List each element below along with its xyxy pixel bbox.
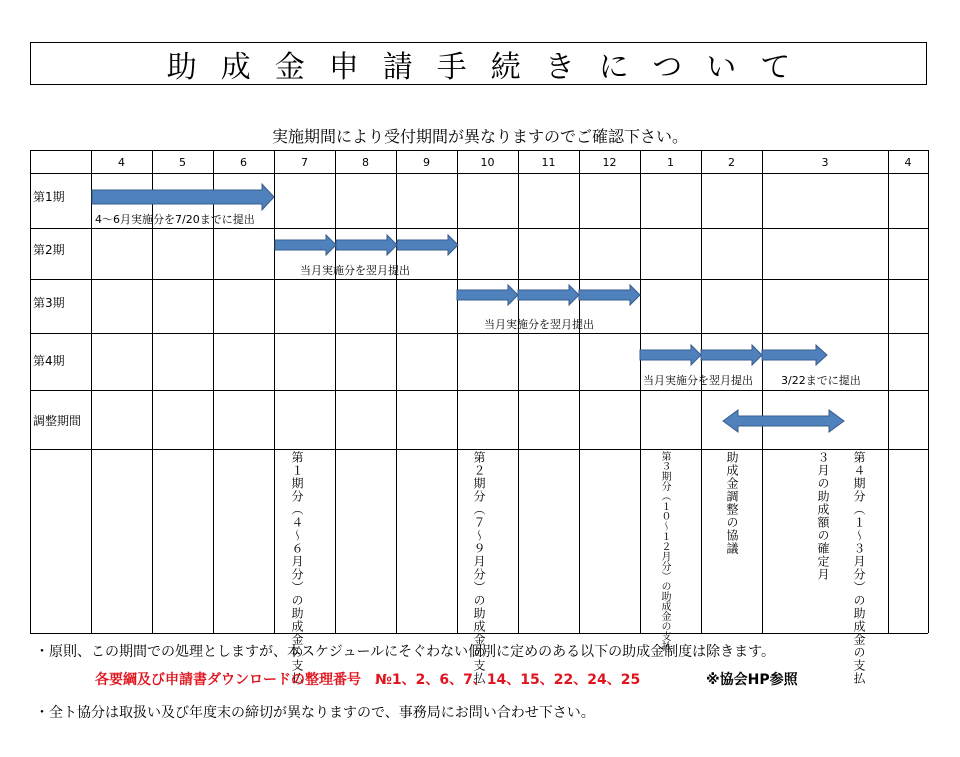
arrow-period3-c [579, 285, 640, 305]
arrow-adjustment [723, 410, 844, 432]
note-period4: 当月実施分を翌月提出 [643, 374, 753, 387]
row-label-period3: 第3期 [33, 296, 65, 310]
month-header: 8 [362, 155, 369, 169]
payment-period1: 第１期分（４～６月分）の助成金の支払 [290, 451, 304, 685]
note-exclusions: ・原則、この期間での処理としますが、本スケジュールにそぐわない個別に定めのある以下の助成金制度は除きます。 [35, 644, 776, 660]
month-header: 4 [904, 155, 912, 169]
note-period1: 4～6月実施分を7/20までに提出 [95, 213, 255, 226]
subtitle: 実施期間により受付期間が異なりますのでご確認下さい。 [271, 127, 688, 146]
arrow-period4-a [640, 345, 701, 365]
arrow-period2-c [397, 235, 458, 255]
note-zento: ・全ト協分は取扱い及び年度末の締切が異なりますので、事務局にお問い合わせ下さい。 [35, 705, 595, 721]
payment-period3: 第３期分（１０～１２月分）の助成金の支払 [659, 451, 670, 651]
note-period3: 当月実施分を翌月提出 [484, 318, 594, 331]
note-period4-deadline: 3/22までに提出 [781, 374, 861, 387]
note-hp-reference: ※協会HP参照 [706, 672, 798, 688]
row-label-period2: 第2期 [33, 243, 65, 257]
row-label-period1: 第1期 [33, 190, 65, 204]
arrow-period4-c [762, 345, 827, 365]
payment-period2: 第２期分（７～９月分）の助成金の支払 [472, 451, 486, 685]
note-period2: 当月実施分を翌月提出 [300, 264, 410, 277]
month-header: 3 [821, 155, 829, 169]
payment-period4: 第４期分（１～３月分）の助成金の支払 [852, 451, 866, 685]
month-header: 2 [728, 155, 735, 169]
arrow-period2-a [275, 235, 336, 255]
row-label-period4: 第4期 [33, 354, 65, 368]
month-header: 5 [179, 155, 186, 169]
arrow-period2-b [336, 235, 397, 255]
month-header: 1 [667, 155, 674, 169]
note-subsidy-numbers: 各要綱及び申請書ダウンロードの整理番号 №1、2、6、7、14、15、22、24、25 [95, 672, 641, 688]
arrow-period3-b [518, 285, 579, 305]
month-header: 4 [118, 155, 125, 169]
arrow-period3-a [457, 285, 518, 305]
month-header: 12 [602, 155, 617, 169]
march-amount-confirm: ３月の助成額の確定月 [816, 451, 830, 581]
adjustment-discussion: 助成金調整の協議 [725, 451, 739, 555]
month-header: 6 [240, 155, 247, 169]
month-header: 10 [480, 155, 495, 169]
page-title: 助成金申請手続きについて [166, 49, 815, 85]
arrow-period1 [92, 184, 274, 210]
month-header: 7 [301, 155, 308, 169]
month-header: 11 [541, 155, 556, 169]
month-header: 9 [423, 155, 430, 169]
arrow-period4-b [701, 345, 762, 365]
row-label-adjustment: 調整期間 [33, 414, 82, 428]
